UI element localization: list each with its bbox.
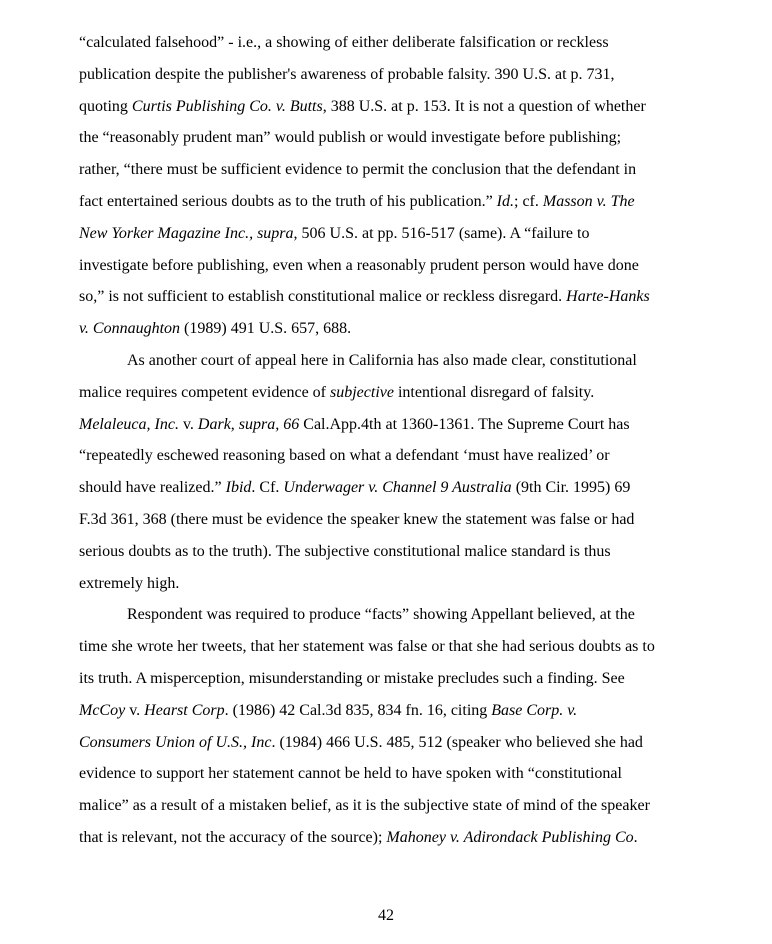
text-run: intentional disregard of falsity. bbox=[393, 383, 595, 401]
case-citation: Melaleuca, Inc. bbox=[79, 415, 179, 433]
case-citation: McCoy bbox=[79, 701, 126, 719]
text-run: ; cf. bbox=[514, 192, 543, 210]
text-run: F.3d 361, 368 (there must be evidence the speaker knew the statement was false or had bbox=[79, 510, 635, 528]
text-run: malice” as a result of a mistaken belief, as it is the subjective state of mind of the speaker bbox=[79, 797, 650, 815]
text-run: so,” is not sufficient to establish constitutional malice or reckless disregard. bbox=[79, 288, 567, 306]
text-run: . Cf. bbox=[251, 479, 284, 497]
text-run: As another court of appeal here in California has also made clear, constitutional bbox=[127, 351, 637, 369]
text-line bbox=[79, 27, 701, 59]
case-citation: Mahoney v. Adirondack Publishing Co bbox=[386, 828, 634, 846]
text-run: . bbox=[633, 828, 638, 846]
text-line bbox=[79, 568, 701, 600]
text-line bbox=[79, 218, 701, 250]
text-line bbox=[79, 250, 701, 282]
text-line bbox=[79, 440, 701, 472]
case-citation: Base Corp. v. bbox=[491, 701, 578, 719]
text-line bbox=[79, 790, 701, 822]
text-run: v. bbox=[178, 415, 198, 433]
text-line bbox=[79, 822, 701, 854]
text-run: Respondent was required to produce “facts” showing Appellant believed, at the bbox=[127, 606, 635, 624]
text-run: malice requires competent evidence of bbox=[79, 383, 330, 401]
text-run: rather, “there must be sufficient evidence to permit the conclusion that the defendant in bbox=[79, 161, 637, 179]
case-citation: subjective bbox=[330, 383, 394, 401]
text-run: (1989) 491 U.S. 657, 688. bbox=[180, 320, 352, 338]
text-line bbox=[79, 409, 701, 441]
text-line bbox=[79, 186, 701, 218]
text-line bbox=[79, 631, 701, 663]
text-run: , 388 U.S. at p. 153. It is not a question of whether bbox=[322, 97, 646, 115]
text-line bbox=[79, 122, 701, 154]
text-run: should have realized.” bbox=[79, 479, 226, 497]
text-run: serious doubts as to the truth). The subjective constitutional malice standard is thus bbox=[79, 542, 611, 560]
text-run: its truth. A misperception, misunderstanding or mistake precludes such a finding. See bbox=[79, 669, 625, 687]
case-citation: Harte-Hanks bbox=[566, 288, 650, 306]
text-run: fact entertained serious doubts as to the truth of his publication.” bbox=[79, 192, 497, 210]
case-citation: Curtis Publishing Co. v. Butts bbox=[131, 97, 323, 115]
text-line bbox=[79, 695, 701, 727]
text-run: quoting bbox=[79, 97, 132, 115]
text-run: “repeatedly eschewed reasoning based on what a defendant ‘must have realized’ or bbox=[79, 447, 610, 465]
case-citation: Masson v. The bbox=[542, 192, 635, 210]
text-run: extremely high. bbox=[79, 574, 180, 592]
text-run: “calculated falsehood” - i.e., a showing of either deliberate falsification or reckless bbox=[79, 34, 609, 51]
text-line bbox=[79, 281, 701, 313]
text-run: investigate before publishing, even when a reasonably prudent person would have done bbox=[79, 256, 639, 274]
text-line bbox=[79, 504, 701, 536]
case-citation: Ibid bbox=[225, 479, 252, 497]
text-run: . (1984) 466 U.S. 485, 512 (speaker who believed she had bbox=[271, 733, 643, 751]
text-run: Cal.App.4th at 1360-1361. The Supreme Court has bbox=[299, 415, 630, 433]
text-line bbox=[79, 536, 701, 568]
case-citation: Consumers Union of U.S., Inc bbox=[79, 733, 272, 751]
text-line bbox=[79, 154, 701, 186]
page-number: 42 bbox=[378, 907, 394, 924]
case-citation: Dark, supra, 66 bbox=[197, 415, 300, 433]
case-citation: Underwager v. Channel 9 Australia bbox=[283, 479, 512, 497]
text-run: v. bbox=[125, 701, 145, 719]
text-line bbox=[79, 313, 701, 345]
text-line bbox=[79, 663, 701, 695]
text-line bbox=[79, 599, 701, 631]
text-line bbox=[79, 59, 701, 91]
body-text bbox=[79, 27, 701, 854]
case-citation: Id. bbox=[496, 192, 514, 210]
case-citation: v. Connaughton bbox=[79, 320, 181, 338]
text-line bbox=[79, 377, 701, 409]
text-line bbox=[79, 758, 701, 790]
text-line bbox=[79, 91, 701, 123]
text-line bbox=[79, 345, 701, 377]
text-run: . (1986) 42 Cal.3d 835, 834 fn. 16, citing bbox=[224, 701, 492, 719]
text-run: time she wrote her tweets, that her statement was false or that she had serious doubts as to bbox=[79, 638, 655, 656]
text-run: (9th Cir. 1995) 69 bbox=[511, 479, 631, 497]
text-run: evidence to support her statement cannot be held to have spoken with “constitutional bbox=[79, 765, 622, 783]
text-run: , 506 U.S. at pp. 516-517 (same). A “failure to bbox=[293, 224, 590, 242]
text-line bbox=[79, 727, 701, 759]
text-line bbox=[79, 472, 701, 504]
text-run: the “reasonably prudent man” would publish or would investigate before publishing; bbox=[79, 129, 622, 147]
case-citation: Hearst Corp bbox=[144, 701, 225, 719]
case-citation: New Yorker Magazine Inc., supra bbox=[79, 224, 294, 242]
text-run: that is relevant, not the accuracy of the source); bbox=[79, 828, 387, 846]
text-run: publication despite the publisher's awareness of probable falsity. 390 U.S. at p. 731, bbox=[79, 65, 615, 83]
